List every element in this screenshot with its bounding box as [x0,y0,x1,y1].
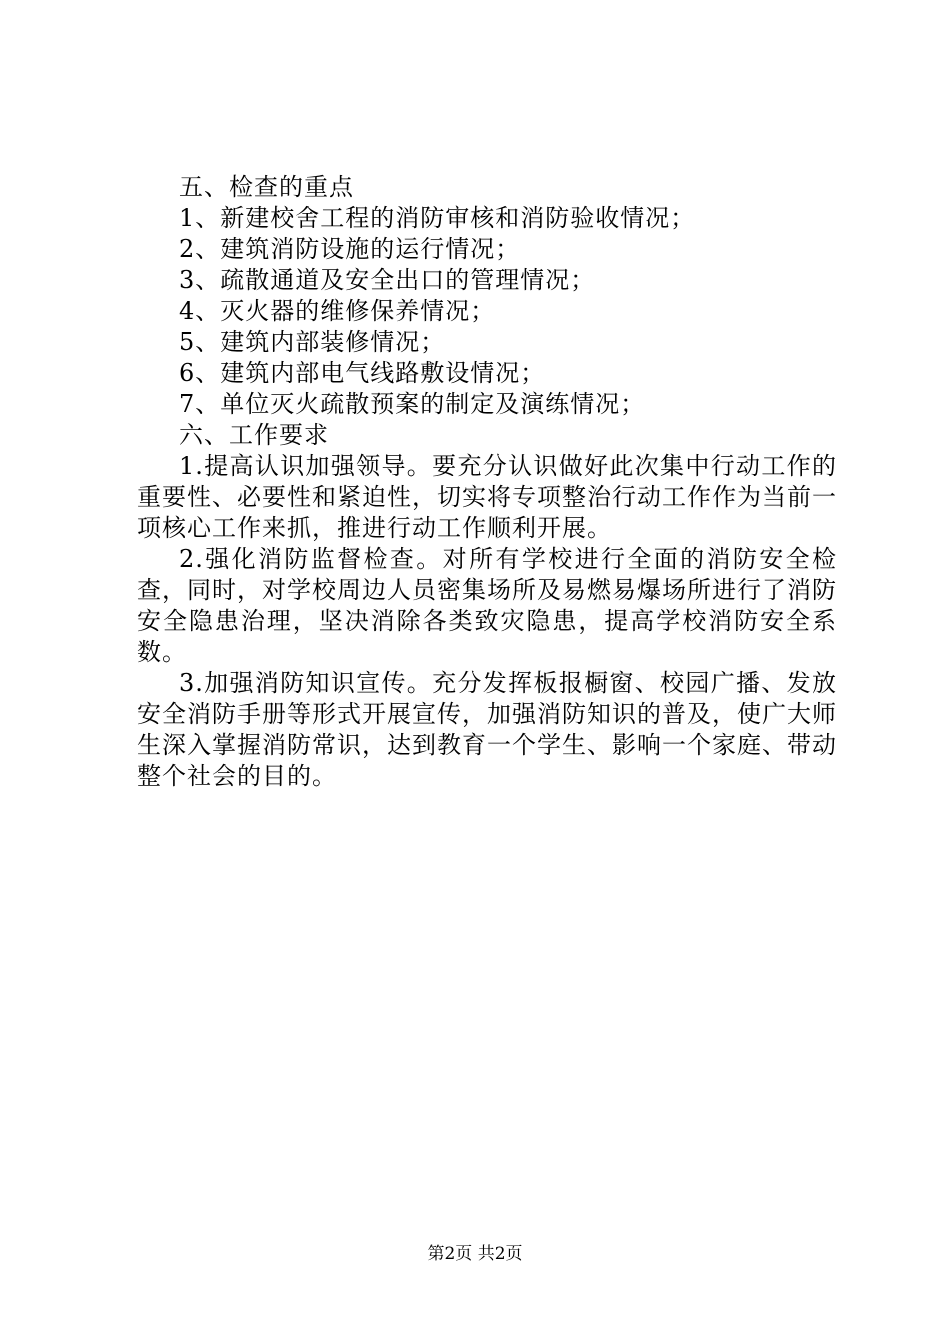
list-item: 5、建筑内部装修情况； [179,328,446,356]
paragraph: 2.强化消防监督检查。对所有学校进行全面的消防安全检查，同时，对学校周边人员密集场所及易燃易爆场所进行了消防安全隐患治理，坚决消除各类致灾隐患，提高学校消防安全系数。 [137,545,837,666]
list-item: 3、疏散通道及安全出口的管理情况； [179,266,596,294]
section-heading: 五、检查的重点 [179,173,354,201]
page-footer: 第2页 共2页 [427,1244,523,1264]
paragraph: 1.提高认识加强领导。要充分认识做好此次集中行动工作的重要性、必要性和紧迫性，切实将专项整治行动工作作为当前一项核心工作来抓，推进行动工作顺利开展。 [137,452,837,542]
list-item: 4、灭火器的维修保养情况； [179,297,496,325]
list-item: 6、建筑内部电气线路敷设情况； [179,359,546,387]
list-item: 7、单位灭火疏散预案的制定及演练情况； [179,390,646,418]
list-item: 1、新建校舍工程的消防审核和消防验收情况； [179,204,696,232]
section-heading: 六、工作要求 [179,421,329,449]
list-item: 2、建筑消防设施的运行情况； [179,235,521,263]
paragraph: 3.加强消防知识宣传。充分发挥板报橱窗、校园广播、发放安全消防手册等形式开展宣传，加强消防知识的普及，使广大师生深入掌握消防常识，达到教育一个学生、影响一个家庭、带动整个社会的目的。 [137,669,837,790]
document-body [137,172,837,792]
